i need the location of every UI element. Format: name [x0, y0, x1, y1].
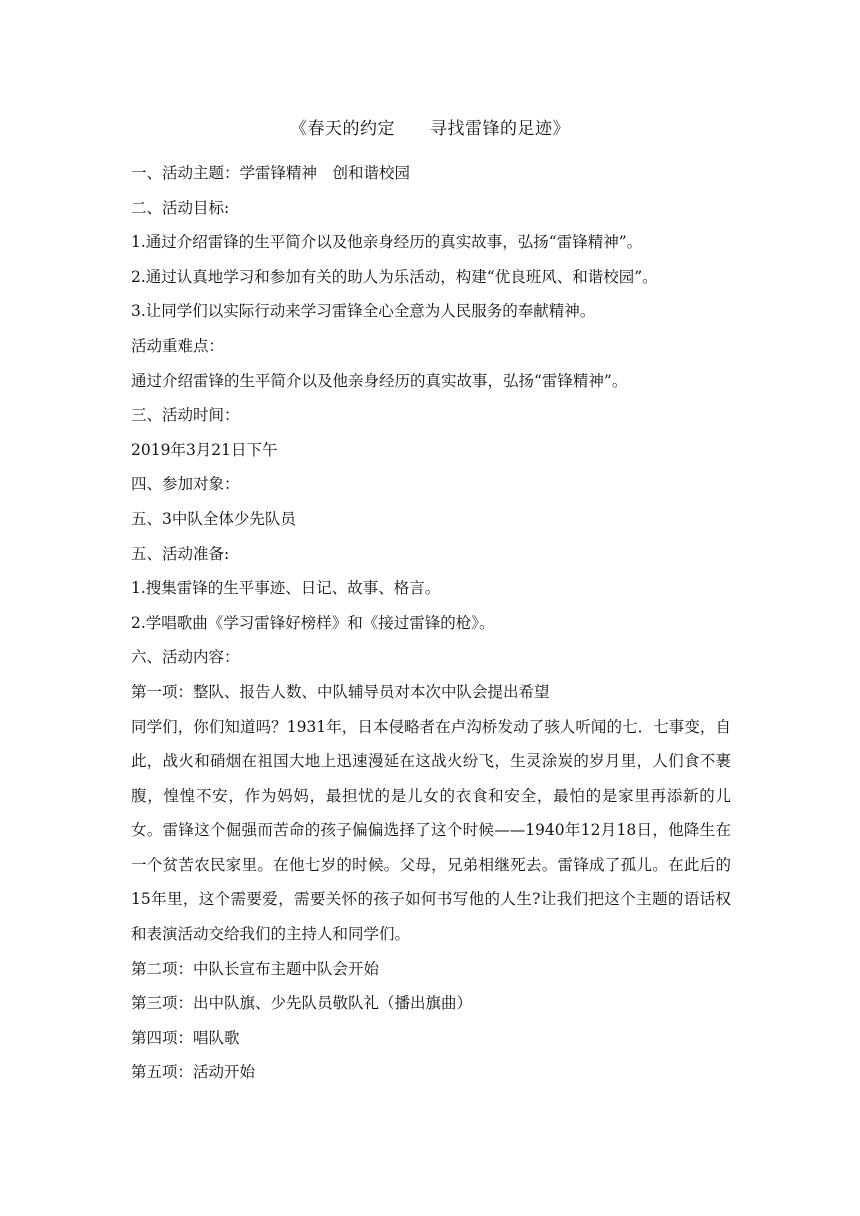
activity-date: 2019年3月21日下午	[131, 440, 278, 459]
goal-item-3: 3.让同学们以实际行动来学习雷锋全心全意为人民服务的奉献精神。	[131, 302, 596, 321]
section-theme: 一、活动主题：学雷锋精神 创和谐校园	[131, 164, 411, 182]
preparation-item-2: 2.学唱歌曲《学习雷锋好榜样》和《接过雷锋的枪》。	[131, 613, 495, 632]
document-title: 《春天的约定 寻找雷锋的足迹》	[290, 119, 570, 139]
step-1: 第一项：整队、报告人数、中队辅导员对本次中队会提出希望	[131, 682, 550, 701]
step-4: 第四项：唱队歌	[131, 1028, 240, 1047]
participants-text: 五、3中队全体少先队员	[131, 509, 296, 528]
key-points-text: 通过介绍雷锋的生平简介以及他亲身经历的真实故事，弘扬“雷锋精神”。	[131, 371, 628, 390]
section-preparation-heading: 五、活动准备:	[131, 544, 230, 563]
step-3: 第三项：出中队旗、少先队员敬队礼（播出旗曲）	[131, 994, 473, 1013]
section-goals-heading: 二、活动目标:	[131, 198, 230, 217]
step-5: 第五项：活动开始	[131, 1063, 256, 1082]
document-body	[131, 156, 731, 1090]
section-participants-heading: 四、参加对象：	[131, 475, 240, 494]
story-paragraph: 同学们，你们知道吗？1931年，日本侵略者在卢沟桥发动了骇人听闻的七．七事变，自此，战火和硝烟在祖国大地上迅速漫延在这战火纷飞，生灵涂炭的岁月里，人们食不裹腹，惶惶不安，作为妈妈，最担忧的是儿女的衣食和安全，最怕的是家里再添新的儿女。雷锋这个倔强而苦命的孩子偏偏选择了这个时候——1940年12月18日，他降生在一个贫苦农民家里。在他七岁的时候。父母，兄弟相继死去。雷锋成了孤儿。在此后的15年里，这个需要爱，需要关怀的孩子如何书写他的人生?让我们把这个主题的语话权和表演活动交给我们的主持人和同学们。	[131, 717, 731, 944]
section-time-heading: 三、活动时间：	[131, 406, 240, 425]
section-content-heading: 六、活动内容：	[131, 648, 240, 667]
key-points-heading: 活动重难点：	[131, 336, 225, 355]
step-2: 第二项：中队长宣布主题中队会开始	[131, 959, 380, 978]
goal-item-2: 2.通过认真地学习和参加有关的助人为乐活动，构建“优良班风、和谐校园”。	[131, 267, 658, 286]
goal-item-1: 1.通过介绍雷锋的生平简介以及他亲身经历的真实故事，弘扬“雷锋精神”。	[131, 233, 643, 252]
preparation-item-1: 1.搜集雷锋的生平事迹、日记、故事、格言。	[131, 579, 441, 598]
